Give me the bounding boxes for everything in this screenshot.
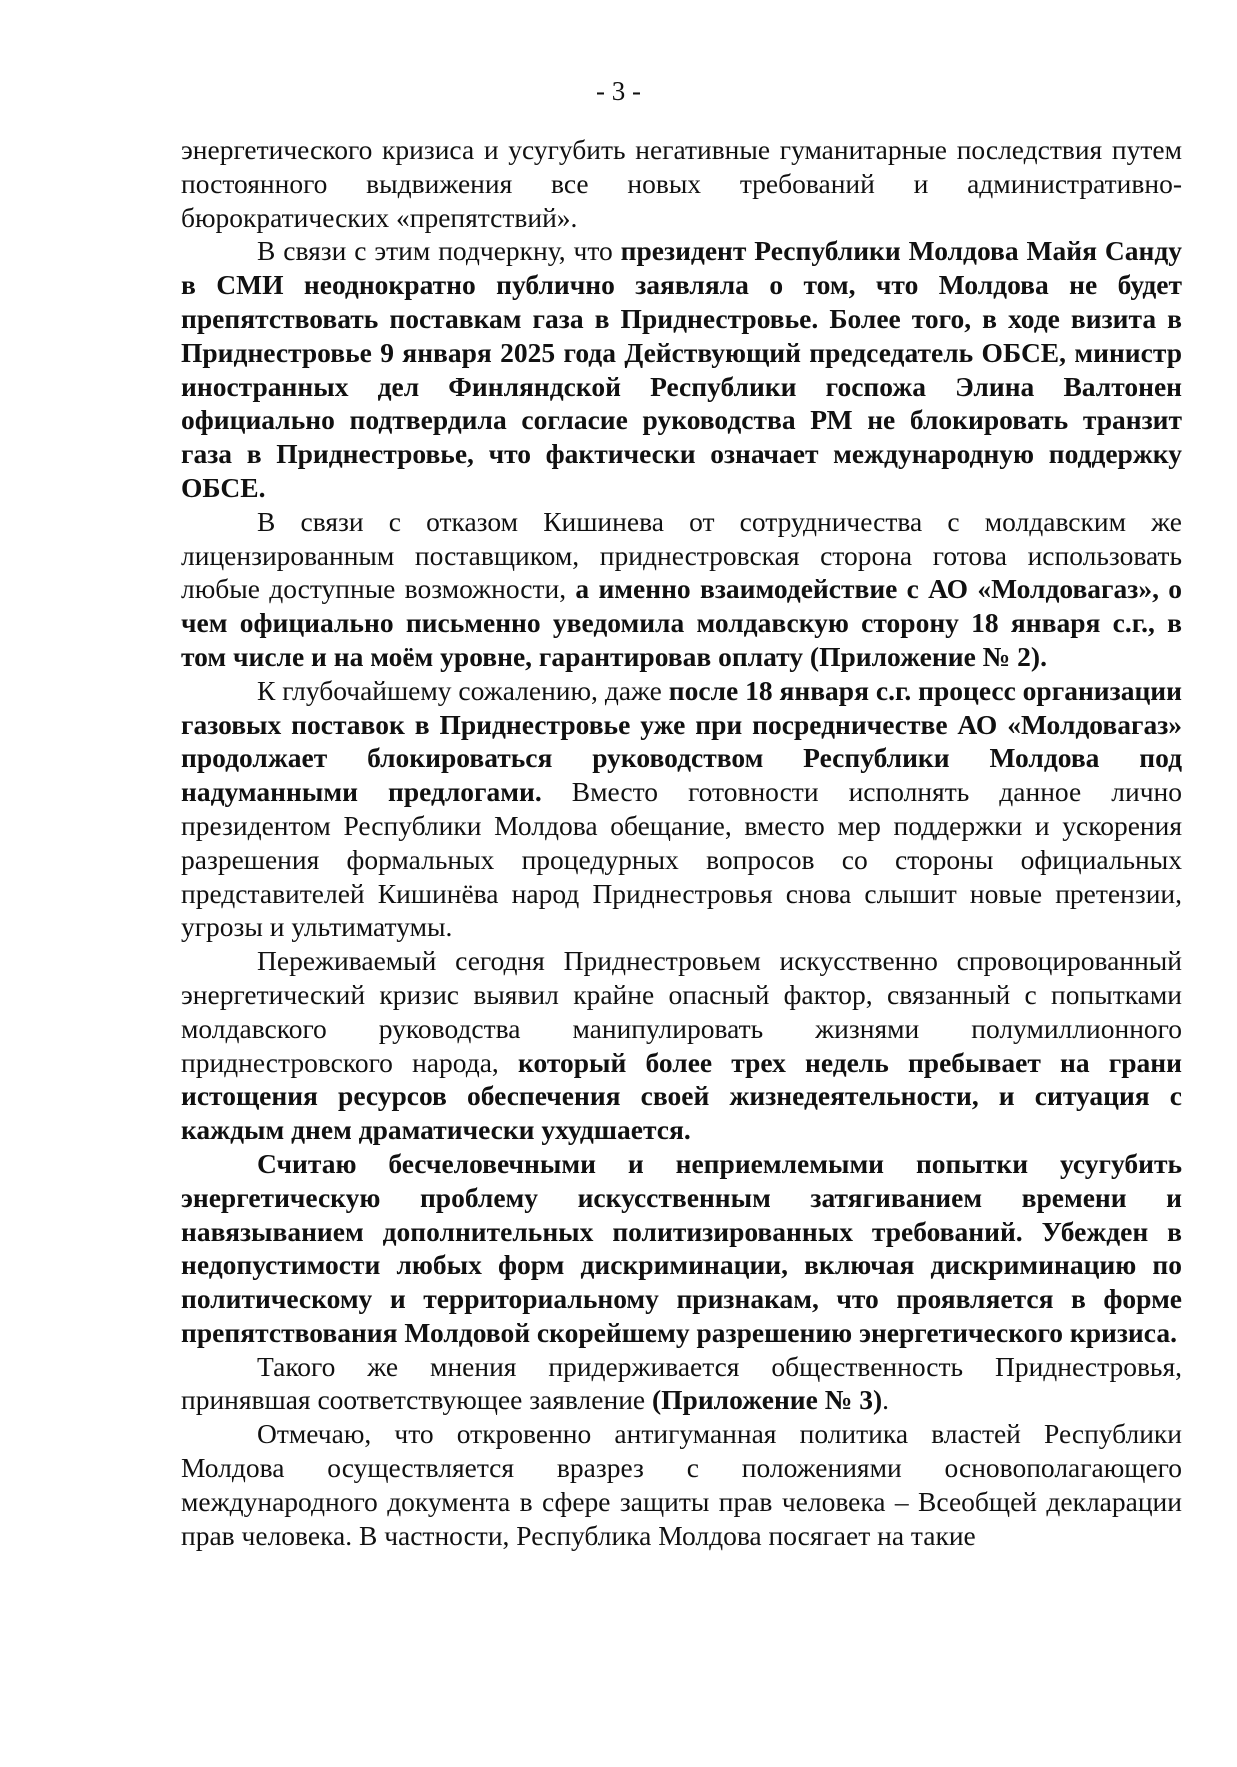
bold-text-run: Считаю бесчеловечными и неприемлемыми попытки усугубить энергетическую проблему искусственным затягиванием времени и навязыванием дополнительных политизированных требований. Убежден в недопустимости любых форм дискриминации, включая дискриминацию по политическому и территориальному признакам, что проявляется в форме препятствования Молдовой скорейшему разрешению энергетического кризиса.	[181, 1147, 1182, 1348]
paragraph-discrimination	[181, 1147, 1182, 1350]
document-body	[181, 133, 1182, 1552]
text-run: К глубочайшему сожалению, даже	[257, 674, 669, 706]
text-run: энергетического кризиса и усугубить негативные гуманитарные последствия путем постоянного выдвижения все новых требований и административно-бюрократических «препятствий».	[181, 134, 1182, 233]
text-run: Такого же мнения придерживается общественность Приднестровья, принявшая соответствующее заявление	[181, 1350, 1182, 1416]
bold-text-run: (Приложение № 3)	[652, 1384, 883, 1416]
bold-text-run: президент Республики Молдова Майя Санду в СМИ неоднократно публично заявляла о том, что Молдова не будет препятствовать поставкам газа в Приднестровье. Более того, в ходе визита в Приднестровье 9 января 2025 года Действующий председатель ОБСЕ, министр иностранных дел Финляндской Республики госпожа Элина Валтонен официально подтвердила согласие руководства РМ не блокировать транзит газа в Приднестровье, что фактически означает международную поддержку ОБСЕ.	[181, 235, 1183, 503]
bold-text-run: который более трех недель пребывает на грани истощения ресурсов обеспечения своей жизнедеятельности, и ситуация с каждым днем драматически ухудшается.	[181, 1046, 1182, 1146]
paragraph-human-rights	[181, 1417, 1182, 1552]
bold-text-run: а именно взаимодействие с АО «Молдовагаз», о чем официально письменно уведомила молдавскую сторону 18 января с.г., в том числе и на моём уровне, гарантировав оплату (Приложение № 2).	[181, 573, 1182, 672]
text-run: Переживаемый сегодня Приднестровьем искусственно спровоцированный энергетический кризис выявил крайне опасный фактор, связанный с попытками молдавского руководства манипулировать жизнями полумиллионного приднестровского народа,	[181, 945, 1182, 1078]
text-run: Вместо готовности исполнять данное лично президентом Республики Молдова обещание, вместо мер поддержки и ускорения разрешения формальных процедурных вопросов со стороны официальных представителей Кишинёва народ Приднестровья снова слышит новые претензии, угрозы и ультиматумы.	[181, 776, 1183, 943]
paragraph-energy-crisis	[181, 944, 1182, 1147]
page-number: - 3 -	[596, 76, 641, 106]
text-run: .	[882, 1384, 890, 1416]
bold-text-run: после 18 января с.г. процесс организации газовых поставок в Приднестровье уже при посредничестве АО «Молдовагаз» продолжает блокироваться руководством Республики Молдова под надуманными предлогами.	[181, 674, 1182, 808]
paragraph-moldovagaz	[181, 505, 1182, 674]
paragraph-continuation	[181, 133, 1182, 234]
text-run: В связи с отказом Кишинева от сотрудничества с молдавским же лицензированным поставщиком, приднестровская сторона готова использовать любые доступные возможности,	[181, 505, 1182, 605]
paragraph-public-opinion	[181, 1350, 1182, 1418]
paragraph-president-statement	[181, 234, 1182, 504]
text-run: В связи с этим подчеркну, что	[257, 235, 621, 267]
paragraph-blocking	[181, 674, 1182, 944]
text-run: Отмечаю, что откровенно антигуманная политика властей Республики Молдова осуществляется вразрез с положениями основополагающего международного документа в сфере защиты прав человека – Всеобщей декларации прав человека. В частности, Республика Молдова посягает на такие	[181, 1418, 1182, 1551]
